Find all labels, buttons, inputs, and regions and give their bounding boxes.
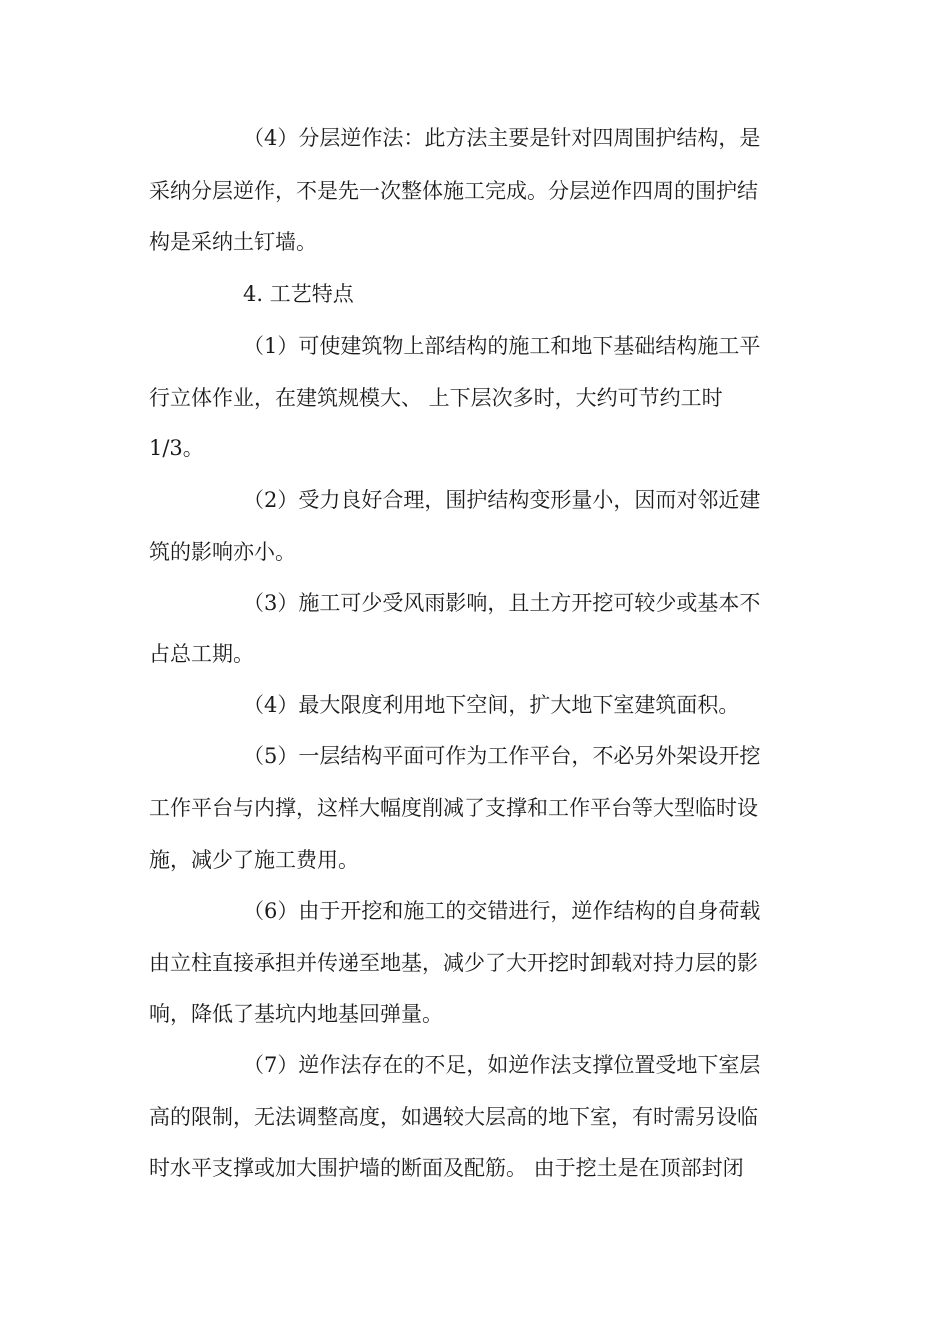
paragraph-line: 响，降低了基坑内地基回弹量。 (149, 1002, 443, 1026)
paragraph-line: 工作平台与内撑，这样大幅度削减了支撑和工作平台等大型临时设 (149, 796, 758, 820)
paragraph-line: 由立柱直接承担并传递至地基，减少了大开挖时卸载对持力层的影 (149, 951, 758, 975)
paragraph-line: 施，减少了施工费用。 (149, 848, 359, 872)
section-heading: 4. 工艺特点 (243, 282, 354, 306)
paragraph-line: 构是采纳土钉墙。 (149, 230, 317, 254)
paragraph-line: 时水平支撑或加大围护墙的断面及配筋。 由于挖土是在顶部封闭 (149, 1156, 744, 1180)
paragraph-line: （5）一层结构平面可作为工作平台，不必另外架设开挖 (243, 744, 761, 768)
paragraph-line: 行立体作业，在建筑规模大、 上下层次多时，大约可节约工时 (149, 386, 723, 410)
paragraph-line: （4）分层逆作法：此方法主要是针对四周围护结构，是 (243, 126, 761, 150)
paragraph-line: （4）最大限度利用地下空间，扩大地下室建筑面积。 (243, 693, 740, 717)
paragraph-line: 采纳分层逆作，不是先一次整体施工完成。分层逆作四周的围护结 (149, 179, 758, 203)
paragraph-line: （7）逆作法存在的不足，如逆作法支撑位置受地下室层 (243, 1053, 761, 1077)
paragraph-line: （3）施工可少受风雨影响，且土方开挖可较少或基本不 (243, 591, 761, 615)
paragraph-line: （2）受力良好合理，围护结构变形量小，因而对邻近建 (243, 488, 761, 512)
paragraph-line: 高的限制，无法调整高度，如遇较大层高的地下室，有时需另设临 (149, 1105, 758, 1129)
paragraph-line: 占总工期。 (149, 642, 254, 666)
paragraph-line: 1/3。 (149, 436, 204, 460)
paragraph-line: （6）由于开挖和施工的交错进行，逆作结构的自身荷载 (243, 899, 761, 923)
paragraph-line: （1）可使建筑物上部结构的施工和地下基础结构施工平 (243, 334, 761, 358)
paragraph-line: 筑的影响亦小。 (149, 540, 296, 564)
